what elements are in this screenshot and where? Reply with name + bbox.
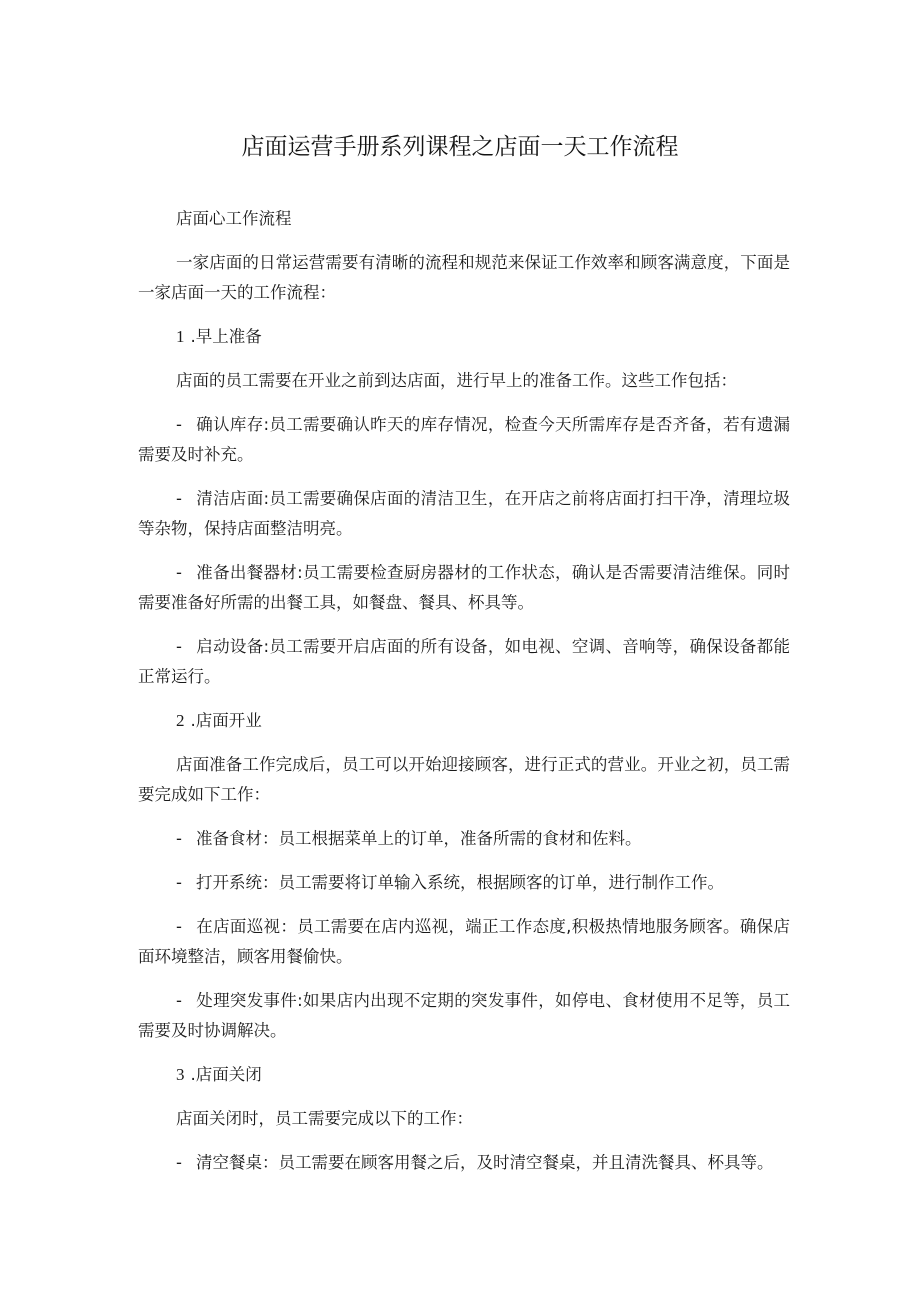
list-item-text: 打开系统：员工需要将订单输入系统，根据顾客的订单，进行制作工作。 — [195, 873, 724, 892]
section-number: 2 — [176, 711, 185, 730]
section-lead: 店面关闭时，员工需要完成以下的工作： — [176, 1109, 473, 1128]
list-item-text: 在店面巡视：员工需要在店内巡视，端正工作态度,积极热情地服务顾客。确保店面环境整洁，顾客用餐偷快。 — [138, 917, 790, 966]
section-number: 1 — [176, 327, 185, 346]
list-item — [138, 986, 790, 1046]
list-item — [138, 632, 790, 692]
section-lead: 店面的员工需要在开业之前到达店面，进行早上的准备工作。这些工作包括： — [176, 371, 737, 390]
section-heading-3 — [138, 1060, 790, 1090]
document-body — [138, 204, 790, 1192]
subtitle: 店面心工作流程 — [176, 209, 292, 228]
list-item — [138, 1148, 790, 1178]
dash-bullet: - — [176, 415, 182, 434]
list-item — [138, 410, 790, 470]
section-title: .店面开业 — [190, 711, 262, 730]
section-heading-1 — [138, 322, 790, 352]
list-item — [138, 868, 790, 898]
list-item — [138, 558, 790, 618]
dash-bullet: - — [176, 873, 182, 892]
dash-bullet: - — [176, 563, 182, 582]
list-item — [138, 484, 790, 544]
dash-bullet: - — [176, 1153, 182, 1172]
dash-bullet: - — [176, 991, 182, 1010]
list-item-text: 准备食材：员工根据菜单上的订单，准备所需的食材和佐料。 — [195, 829, 642, 848]
list-item-text: 清洁店面:员工需要确保店面的清洁卫生，在开店之前将店面打扫干净，清理垃圾等杂物，保持店面整洁明亮。 — [138, 489, 790, 538]
section-title: .早上准备 — [190, 327, 262, 346]
list-item-text: 清空餐桌：员工需要在顾客用餐之后，及时清空餐桌，并且清洗餐具、杯具等。 — [195, 1153, 774, 1172]
list-item-text: 准备出餐器材:员工需要检查厨房器材的工作状态，确认是否需要清洁维保。同时需要准备好所需的出餐工具，如餐盘、餐具、杯具等。 — [138, 563, 790, 612]
section-lead: 店面准备工作完成后，员工可以开始迎接顾客，进行正式的营业。开业之初，员工需要完成如下工作： — [138, 755, 790, 804]
list-item-text: 确认库存:员工需要确认昨天的库存情况，检查今天所需库存是否齐备，若有遗漏需要及时补充。 — [138, 415, 790, 464]
section-heading-2 — [138, 706, 790, 736]
dash-bullet: - — [176, 637, 182, 656]
list-item — [138, 912, 790, 972]
list-item-text: 启动设备:员工需要开启店面的所有设备，如电视、空调、音响等，确保设备都能正常运行。 — [138, 637, 790, 686]
dash-bullet: - — [176, 829, 182, 848]
list-item-text: 处理突发事件:如果店内出现不定期的突发事件，如停电、食材使用不足等，员工需要及时协调解决。 — [138, 991, 790, 1040]
intro-paragraph: 一家店面的日常运营需要有清晰的流程和规范来保证工作效率和顾客满意度，下面是一家店面一天的工作流程： — [138, 253, 790, 302]
dash-bullet: - — [176, 917, 182, 936]
document-title: 店面运营手册系列课程之店面一天工作流程 — [241, 134, 679, 160]
list-item — [138, 824, 790, 854]
dash-bullet: - — [176, 489, 182, 508]
section-number: 3 — [176, 1065, 185, 1084]
section-title: .店面关闭 — [190, 1065, 262, 1084]
